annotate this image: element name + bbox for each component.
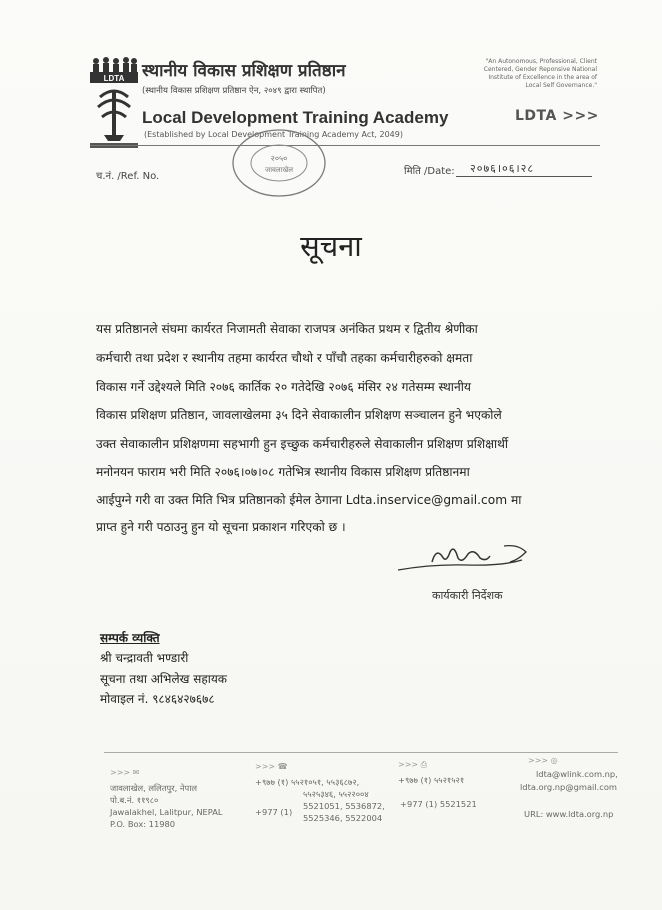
footer-divider bbox=[104, 752, 618, 753]
phone-numbers bbox=[303, 788, 385, 824]
address-line: P.O. Box: 11980 bbox=[110, 819, 176, 829]
email-address[interactable]: ldta@wlink.com.np, bbox=[536, 769, 618, 779]
org-name-nepali: स्थानीय विकास प्रशिक्षण प्रतिष्ठान bbox=[142, 61, 346, 81]
phone-prefix-np bbox=[255, 776, 359, 788]
mail-icon: >>> ✉ bbox=[110, 768, 140, 777]
date-underline bbox=[456, 176, 592, 177]
notice-line: कर्मचारी तथा प्रदेश र स्थानीय तहमा कार्यरत चौथो र पाँचौ तहका कर्मचारीहरुको क्षमता bbox=[96, 351, 473, 365]
phone-line: +९७७ (१) ५५२१०५१, ५५३६८७२, bbox=[255, 777, 360, 787]
phone-prefix: +977 (1) bbox=[255, 807, 293, 817]
notice-line: विकास प्रशिक्षण प्रतिष्ठान, जावलाखेलमा ३५ दिने सेवाकालीन प्रशिक्षण सञ्चालन हुने भएकोले bbox=[96, 408, 502, 422]
reference-number-label: च.नं. /Ref. No. bbox=[96, 171, 160, 182]
ldta-mark: LDTA >>> bbox=[515, 108, 599, 124]
ldta-logo bbox=[90, 57, 138, 149]
header-divider bbox=[90, 145, 600, 146]
date-value: २०७६।०६।२८ bbox=[470, 162, 535, 175]
signatory-title: कार्यकारी निर्देशक bbox=[432, 589, 503, 602]
contact-line: सूचना तथा अभिलेख सहायक bbox=[100, 672, 227, 686]
date-label: मिति /Date: bbox=[404, 166, 455, 177]
stamp-text: जावलाखेल bbox=[265, 166, 293, 174]
address-line: Jawalakhel, Lalitpur, NEPAL bbox=[110, 807, 223, 817]
address-line: पो.ब.नं. ११९८० bbox=[110, 795, 159, 805]
contact-line: मोवाइल नं. ९८४६४२७६७८ bbox=[100, 692, 215, 706]
org-subtitle-english: (Established by Local Development Training Academy Act, 2049) bbox=[144, 130, 403, 139]
website-url[interactable]: URL: www.ldta.org.np bbox=[524, 809, 614, 819]
phone-line: 5525346, 5522004 bbox=[303, 813, 383, 823]
org-name-english: Local Development Training Academy bbox=[142, 108, 449, 127]
notice-line: उक्त सेवाकालीन प्रशिक्षणमा सहभागी हुन इच्छुक कर्मचारीहरुले सेवाकालीन प्रशिक्षण प्रशिक्षार्थी bbox=[96, 437, 509, 451]
phone-icon: >>> ☎ bbox=[255, 762, 288, 771]
org-subtitle-nepali: (स्थानीय विकास प्रशिक्षण प्रतिष्ठान ऐन, २०४९ द्वारा स्थापित) bbox=[142, 86, 326, 96]
phone-line: 5521051, 5536872, bbox=[303, 801, 385, 811]
fax-icon: >>> ⎙ bbox=[398, 760, 428, 769]
fax-number-np: +९७७ (१) ५५२१५२१ bbox=[398, 775, 465, 785]
stamp-year: २०५० bbox=[270, 154, 288, 163]
fax-number: +977 (1) 5521521 bbox=[400, 799, 477, 809]
notice-line: यस प्रतिष्ठानले संघमा कार्यरत निजामती सेवाका राजपत्र अनंकित प्रथम र द्वितीय श्रेणीका bbox=[96, 322, 478, 336]
logo-text: LDTA bbox=[103, 74, 125, 83]
phone-line: ५५२५३४६, ५५२२००४ bbox=[303, 789, 369, 799]
footer-address bbox=[110, 782, 223, 830]
contact-heading: सम्पर्क व्यक्ति bbox=[100, 631, 160, 645]
email-address[interactable]: ldta.org.np@gmail.com bbox=[520, 782, 618, 792]
notice-line: आईपुग्ने गरी वा उक्त मिति भित्र प्रतिष्ठानको ईमेल ठेगाना Ldta.inservice@gmail.com मा bbox=[96, 493, 522, 507]
address-line: जावलाखेल, ललितपुर, नेपाल bbox=[110, 783, 197, 793]
notice-line: प्राप्त हुने गरी पठाउनु हुन यो सूचना प्रकाशन गरिएको छ । bbox=[96, 520, 346, 534]
org-tagline: "An Autonomous, Professional, Client Centered, Gender Reponsive National Institute of Excellence in the area of Local Self Governance." bbox=[483, 58, 597, 89]
notice-line: मनोनयन फाराम भरी मिति २०७६।०७।०८ गतेभित्र स्थानीय विकास प्रशिक्षण प्रतिष्ठानमा bbox=[96, 465, 470, 479]
contact-line: श्री चन्द्रावती भण्डारी bbox=[100, 651, 189, 665]
office-stamp bbox=[231, 128, 327, 198]
notice-line: विकास गर्ने उद्देश्यले मिति २०७६ कार्तिक २० गतेदेखि २०७६ मंसिर २४ गतेसम्म स्थानीय bbox=[96, 380, 471, 394]
handwritten-signature bbox=[392, 538, 542, 578]
globe-icon: >>> ◎ bbox=[528, 756, 558, 765]
notice-title: सूचना bbox=[300, 229, 362, 263]
